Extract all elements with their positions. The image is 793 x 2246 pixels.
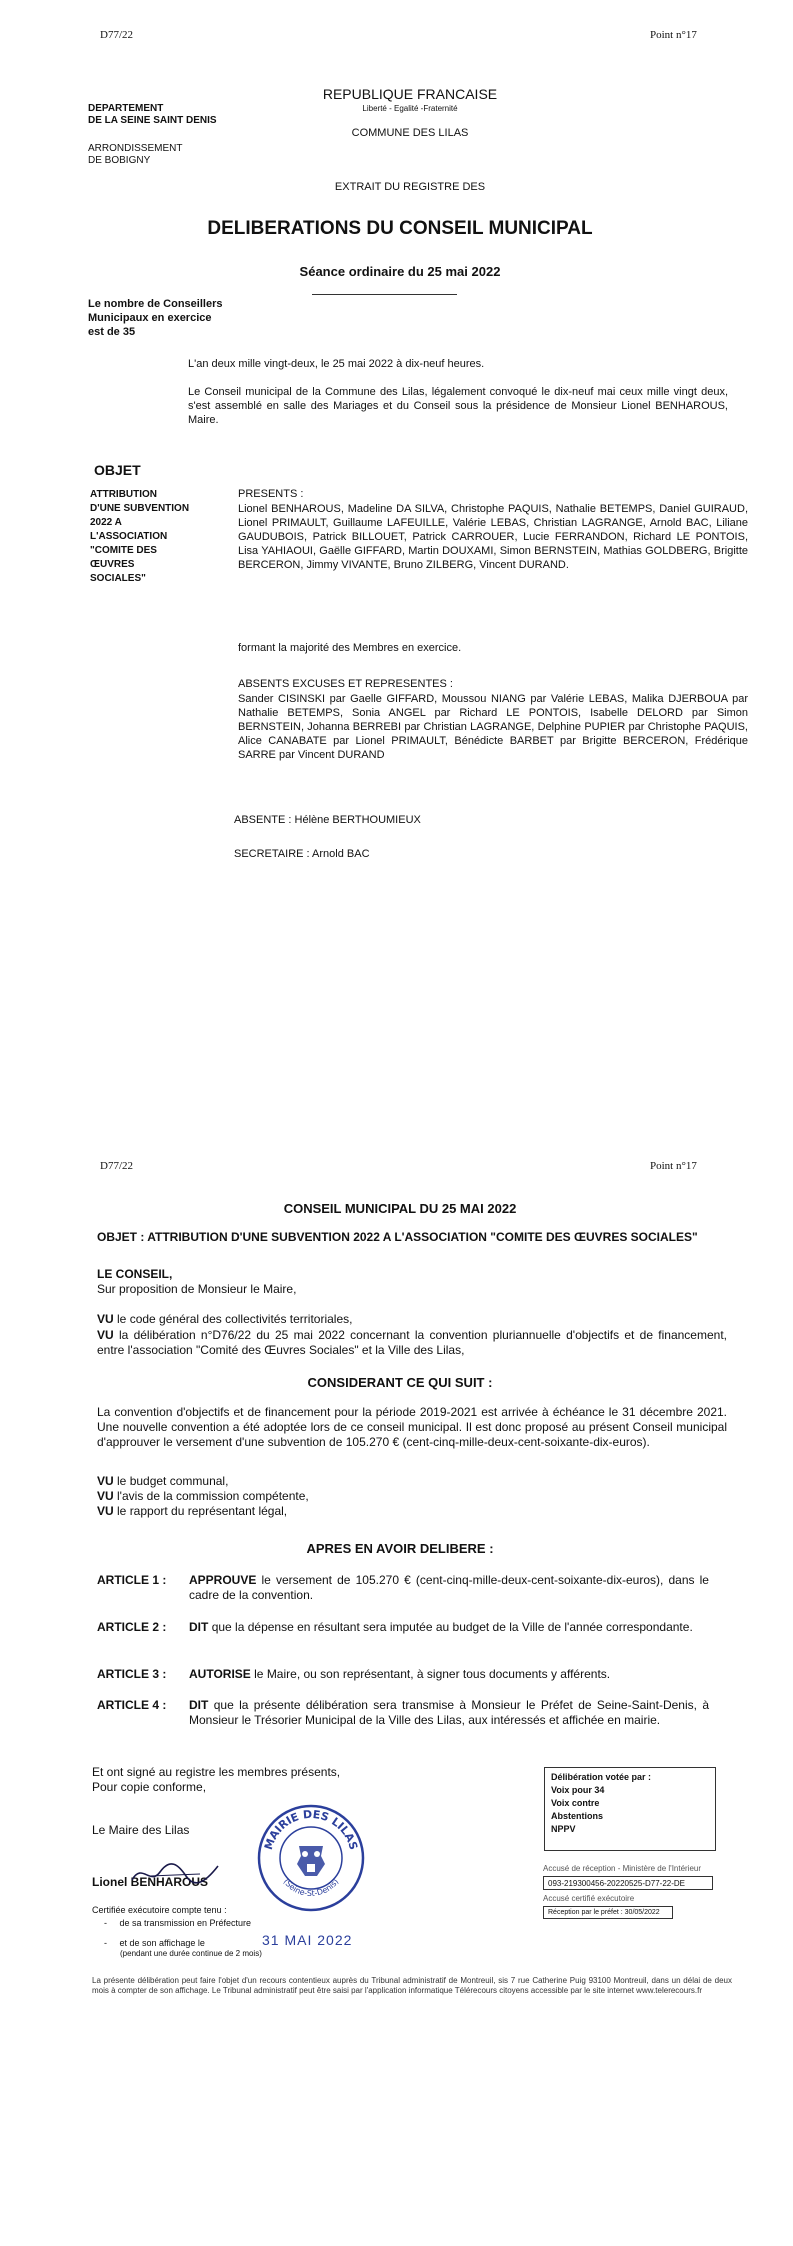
council-title: CONSEIL MUNICIPAL DU 25 MAI 2022 (283, 1201, 517, 1216)
secretary-line: SECRETAIRE : Arnold BAC (234, 848, 370, 860)
ar-reception: Réception par le préfet : 30/05/2022 (543, 1906, 673, 1919)
objet-text (90, 488, 189, 586)
certified-line-3: (pendant une durée continue de 2 mois) (120, 1949, 262, 1958)
republic-title: REPUBLIQUE FRANCAISE (322, 86, 498, 102)
vote-box-title: Délibération votée par : (551, 1772, 652, 1782)
cert-text: de sa transmission en Préfecture (119, 1918, 252, 1928)
objet-line: "COMITE DES (90, 545, 157, 556)
commune-name: COMMUNE DES LILAS (351, 127, 469, 139)
date-line: L'an deux mille vingt-deux, le 25 mai 2022 à dix-neuf heures. (188, 358, 485, 370)
absents-heading: ABSENTS EXCUSES ET REPRESENTES : (238, 678, 453, 690)
article-label: ARTICLE 3 : (97, 1667, 167, 1681)
vu-line-5 (97, 1504, 309, 1519)
certified-line-1: - de sa transmission en Préfecture (104, 1918, 252, 1928)
objet-heading: OBJET (94, 462, 141, 478)
deliberation-page-2 (0, 1130, 793, 2246)
article-1 (97, 1573, 727, 1603)
article-label: ARTICLE 2 : (97, 1620, 167, 1634)
point-number: Point n°17 (650, 1160, 697, 1172)
ar-title: Accusé de réception - Ministère de l'Intérieur (543, 1864, 702, 1873)
signed-line: Et ont signé au registre les membres présents, (92, 1765, 341, 1779)
objet-line: D'UNE SUBVENTION (90, 503, 190, 514)
vote-box (544, 1767, 716, 1851)
apres-heading: APRES EN AVOIR DELIBERE : (306, 1541, 494, 1556)
session-date: Séance ordinaire du 25 mai 2022 (299, 264, 501, 279)
vu-line-4 (97, 1489, 309, 1504)
absents-list: Sander CISINSKI par Gaelle GIFFARD, Moussou NIANG par Valérie LEBAS, Malika DJERBOUA par Nathalie BETEMPS, Sonia ANGEL par Richard LE PONTOIS, Isabelle DELORD par Simon BERNSTEIN, Johanna BERREBI par Christian LAGRANGE, Delphine PUPIER par Christophe PAQUIS, Alice CANABATE par Lionel PRIMAULT, Bénédicte BARBET par Brigitte BERCERON, Frédérique SARRE par Vincent DURAND (238, 693, 748, 761)
svg-text:(Seine-St-Denis) (282, 1877, 341, 1898)
article-4 (97, 1698, 727, 1728)
certified-line-2: - et de son affichage le (104, 1938, 205, 1948)
signed-line: Pour copie conforme, (92, 1780, 207, 1794)
intro-paragraph: Le Conseil municipal de la Commune des Lilas, légalement convoqué le dix-neuf mai ceux mille vingt deux, s'est assemblé en salle des Mariages et du Conseil sous la présidence de Monsieur Lionel BENHAROUS, Maire. (188, 386, 728, 426)
reference-number: D77/22 (100, 1160, 133, 1172)
registry-extract: EXTRAIT DU REGISTRE DES (334, 181, 486, 193)
svg-text:MAIRIE DES LILAS (262, 1808, 360, 1852)
article-label: ARTICLE 4 : (97, 1698, 167, 1712)
present-heading: PRESENTS : (238, 488, 304, 500)
councillors-line: Municipaux en exercice (88, 312, 212, 324)
article-verb: DIT (189, 1698, 209, 1712)
reference-number: D77/22 (100, 29, 133, 41)
arrondissement-line: DE BOBIGNY (88, 155, 151, 166)
mayor-name: Lionel BENHAROUS (92, 1875, 209, 1889)
ar-certified: Accusé certifié exécutoire (543, 1894, 635, 1903)
vote-line: Voix contre (551, 1798, 600, 1808)
article-label: ARTICLE 1 : (97, 1573, 167, 1587)
vu-text: le budget communal, (117, 1474, 229, 1488)
objet-line: OBJET : ATTRIBUTION D'UNE SUBVENTION 2022 A L'ASSOCIATION "COMITE DES ŒUVRES SOCIALES" (97, 1230, 698, 1244)
vu-line-3 (97, 1474, 309, 1489)
considerant-heading: CONSIDERANT CE QUI SUIT : (307, 1375, 493, 1390)
vu-line-1 (97, 1312, 727, 1326)
vote-line: Voix pour 34 (551, 1785, 605, 1795)
stamp-text: MAIRIE DES LILAS (261, 1807, 361, 1852)
mayor-title: Le Maire des Lilas (92, 1823, 190, 1837)
point-number: Point n°17 (650, 29, 697, 41)
arrondissement-line: ARRONDISSEMENT (88, 143, 183, 154)
vu-text: la délibération n°D76/22 du 25 mai 2022 concernant la convention pluriannuelle d'objectifs et de financement, entre l'association "Comité des Œuvres Sociales" et la Ville des Lilas, (97, 1328, 727, 1357)
footer-notice: La présente délibération peut faire l'objet d'un recours contentieux auprès du Tribunal administratif de Montreuil, sis 7 rue Catherine Puig 93100 Montreuil, dans un délai de deux mois à compter de son affichage. Le Tribunal administratif peut être saisi par l'application informatique Télérecours citoyens accessible par le site internet www.telerecours.fr (92, 1976, 732, 1995)
proposition-line: Sur proposition de Monsieur le Maire, (97, 1282, 297, 1296)
le-conseil: LE CONSEIL, (97, 1267, 173, 1281)
signed-block (92, 1765, 340, 1795)
article-text: le versement de 105.270 € (cent-cinq-mille-deux-cent-soixante-dix-euros), dans le cadre de la convention. (189, 1573, 709, 1602)
vote-line: Abstentions (551, 1811, 604, 1821)
mayor-signature (130, 1858, 220, 1888)
ar-number: 093-219300456-20220525-D77-22-DE (543, 1876, 713, 1890)
article-text: le Maire, ou son représentant, à signer tous documents y afférents. (254, 1667, 611, 1681)
vu-label: VU (97, 1504, 114, 1518)
certified-heading: Certifiée exécutoire compte tenu : (92, 1905, 227, 1915)
cert-text: et de son affichage le (119, 1938, 205, 1948)
objet-line: L'ASSOCIATION (90, 531, 168, 542)
department-line: DE LA SEINE SAINT DENIS (88, 115, 217, 126)
article-verb: APPROUVE (189, 1573, 257, 1587)
objet-line: ATTRIBUTION (90, 489, 158, 500)
vu-text: le code général des collectivités territoriales, (117, 1312, 353, 1326)
vu-label: VU (97, 1474, 114, 1488)
objet-line: 2022 A (90, 517, 122, 528)
vu-line-2 (97, 1328, 727, 1358)
objet-line: ŒUVRES (90, 559, 135, 570)
absente-line: ABSENTE : Hélène BERTHOUMIEUX (234, 814, 421, 826)
title-divider (312, 294, 457, 295)
article-text: que la présente délibération sera transmise à Monsieur le Préfet de Seine-Saint-Denis, à Monsieur le Trésorier Municipal de la Ville des Lilas, aux intéressés et affichée en mairie. (189, 1698, 709, 1727)
republic-motto: Liberté - Egalité -Fraternité (362, 104, 458, 113)
vu-text: l'avis de la commission compétente, (117, 1489, 309, 1503)
considerant-text: La convention d'objectifs et de financement pour la période 2019-2021 est arrivée à échéance le 31 décembre 2021. Une nouvelle convention a été adoptée lors de ce conseil municipal. Il est donc proposé au présent Conseil municipal d'approuver le versement d'une subvention de 105.270 € (cent-cinq-mille-deux-cent-soixante-dix-euros). (97, 1405, 727, 1449)
affichage-date-stamp: 31 MAI 2022 (262, 1932, 353, 1948)
mairie-stamp (255, 1802, 367, 1914)
councillors-line: Le nombre de Conseillers (88, 298, 223, 310)
councillors-line: est de 35 (88, 326, 136, 338)
article-verb: DIT (189, 1620, 209, 1634)
vu-text: le rapport du représentant légal, (117, 1504, 288, 1518)
department-line: DEPARTEMENT (88, 103, 164, 114)
councillors-count (88, 297, 222, 339)
stamp-subtext: (Seine-St-Denis) (281, 1877, 341, 1899)
department-block (88, 103, 217, 127)
article-text: que la dépense en résultant sera imputée au budget de la Ville de l'année correspondante. (211, 1620, 693, 1634)
deliberation-page-1 (0, 0, 793, 1120)
vu-label: VU (97, 1328, 114, 1342)
objet-line: SOCIALES" (90, 573, 146, 584)
main-title: DELIBERATIONS DU CONSEIL MUNICIPAL (207, 218, 593, 239)
arrondissement-block (88, 143, 182, 167)
present-list: Lionel BENHAROUS, Madeline DA SILVA, Christophe PAQUIS, Nathalie BETEMPS, Daniel GUIRAUD, Lionel PRIMAULT, Guillaume LAFEUILLE, Valérie LEBAS, Christian LAGRANGE, Arnold BAC, Liliane GAUDUBOIS, Patrick BILLOUET, Patrick CARROUER, Lucie FERRANDON, Richard LE PONTOIS, Lisa YAHIAOUI, Gaëlle GIFFARD, Martin DOUXAMI, Simon BERNSTEIN, Mathias GOLDBERG, Brigitte BERCERON, Jimmy VIVANTE, Bruno ZILBERG, Vincent DURAND. (238, 503, 748, 571)
vote-line: NPPV (551, 1824, 576, 1834)
majority-line: formant la majorité des Membres en exercice. (238, 642, 462, 654)
vu-label: VU (97, 1312, 114, 1326)
vu-label: VU (97, 1489, 114, 1503)
vu-block (97, 1474, 309, 1519)
article-2 (97, 1620, 727, 1635)
article-verb: AUTORISE (189, 1667, 251, 1681)
article-3 (97, 1667, 727, 1682)
